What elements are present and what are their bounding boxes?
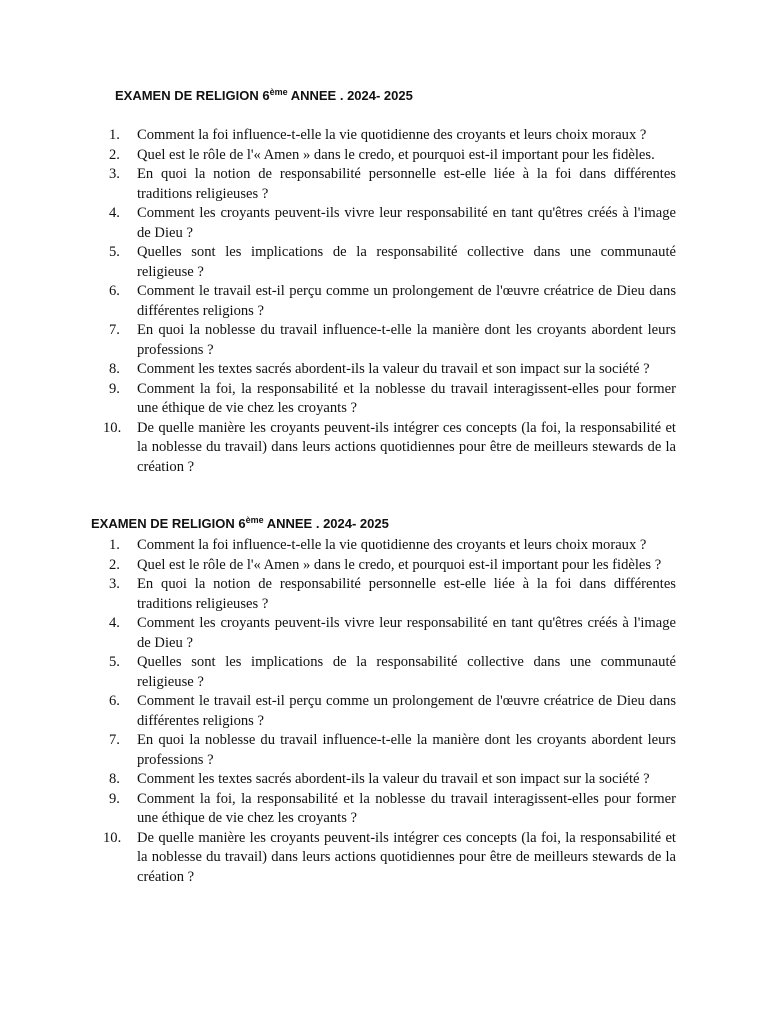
exam-title: EXAMEN DE RELIGION 6ème ANNEE . 2024- 2025	[115, 87, 413, 103]
question-list	[0, 536, 676, 887]
question-item: 10. De quelle manière les croyants peuvent-ils intégrer ces concepts (la foi, la responsabilité et la noblesse du travail) dans leurs actions quotidiennes pour être de meilleurs stewards de la création ?	[103, 419, 676, 475]
question-item: 2. Quel est le rôle de l'« Amen » dans le credo, et pourquoi est-il important pour les fidèles.	[109, 146, 655, 163]
question-item: 4. Comment les croyants peuvent-ils vivre leur responsabilité en tant qu'êtres créés à l'image de Dieu ?	[109, 615, 676, 651]
question-item: 3. En quoi la notion de responsabilité personnelle est-elle liée à la foi dans différentes traditions religieuses ?	[109, 166, 676, 202]
question-item: 7. En quoi la noblesse du travail influence-t-elle la manière dont les croyants abordent leurs professions ?	[109, 322, 676, 358]
question-item: 2. Quel est le rôle de l'« Amen » dans le credo, et pourquoi est-il important pour les fidèles ?	[109, 556, 662, 573]
question-item: 6. Comment le travail est-il perçu comme un prolongement de l'œuvre créatrice de Dieu dans différentes religions ?	[109, 693, 676, 729]
question-item: 7. En quoi la noblesse du travail influence-t-elle la manière dont les croyants abordent leurs professions ?	[109, 732, 676, 768]
question-item: 9. Comment la foi, la responsabilité et la noblesse du travail interagissent-elles pour former une éthique de vie chez les croyants ?	[109, 380, 676, 416]
question-item: 3. En quoi la notion de responsabilité personnelle est-elle liée à la foi dans différentes traditions religieuses ?	[109, 576, 676, 612]
question-item: 8. Comment les textes sacrés abordent-ils la valeur du travail et son impact sur la société ?	[109, 771, 650, 787]
question-item: 8. Comment les textes sacrés abordent-ils la valeur du travail et son impact sur la société ?	[109, 361, 650, 377]
question-item: 10. De quelle manière les croyants peuvent-ils intégrer ces concepts (la foi, la responsabilité et la noblesse du travail) dans leurs actions quotidiennes pour être de meilleurs stewards de la création ?	[103, 829, 676, 885]
question-item: 5. Quelles sont les implications de la responsabilité collective dans une communauté religieuse ?	[109, 654, 676, 690]
question-item: 5. Quelles sont les implications de la responsabilité collective dans une communauté religieuse ?	[109, 244, 676, 280]
question-list	[0, 126, 676, 477]
question-item: 4. Comment les croyants peuvent-ils vivre leur responsabilité en tant qu'êtres créés à l'image de Dieu ?	[109, 205, 676, 241]
question-item: 6. Comment le travail est-il perçu comme un prolongement de l'œuvre créatrice de Dieu dans différentes religions ?	[109, 283, 676, 319]
question-item: 1. Comment la foi influence-t-elle la vie quotidienne des croyants et leurs choix moraux ?	[109, 127, 647, 143]
question-item: 1. Comment la foi influence-t-elle la vie quotidienne des croyants et leurs choix moraux ?	[109, 537, 647, 553]
question-item: 9. Comment la foi, la responsabilité et la noblesse du travail interagissent-elles pour former une éthique de vie chez les croyants ?	[109, 790, 676, 826]
exam-title: EXAMEN DE RELIGION 6ème ANNEE . 2024- 2025	[91, 515, 389, 531]
